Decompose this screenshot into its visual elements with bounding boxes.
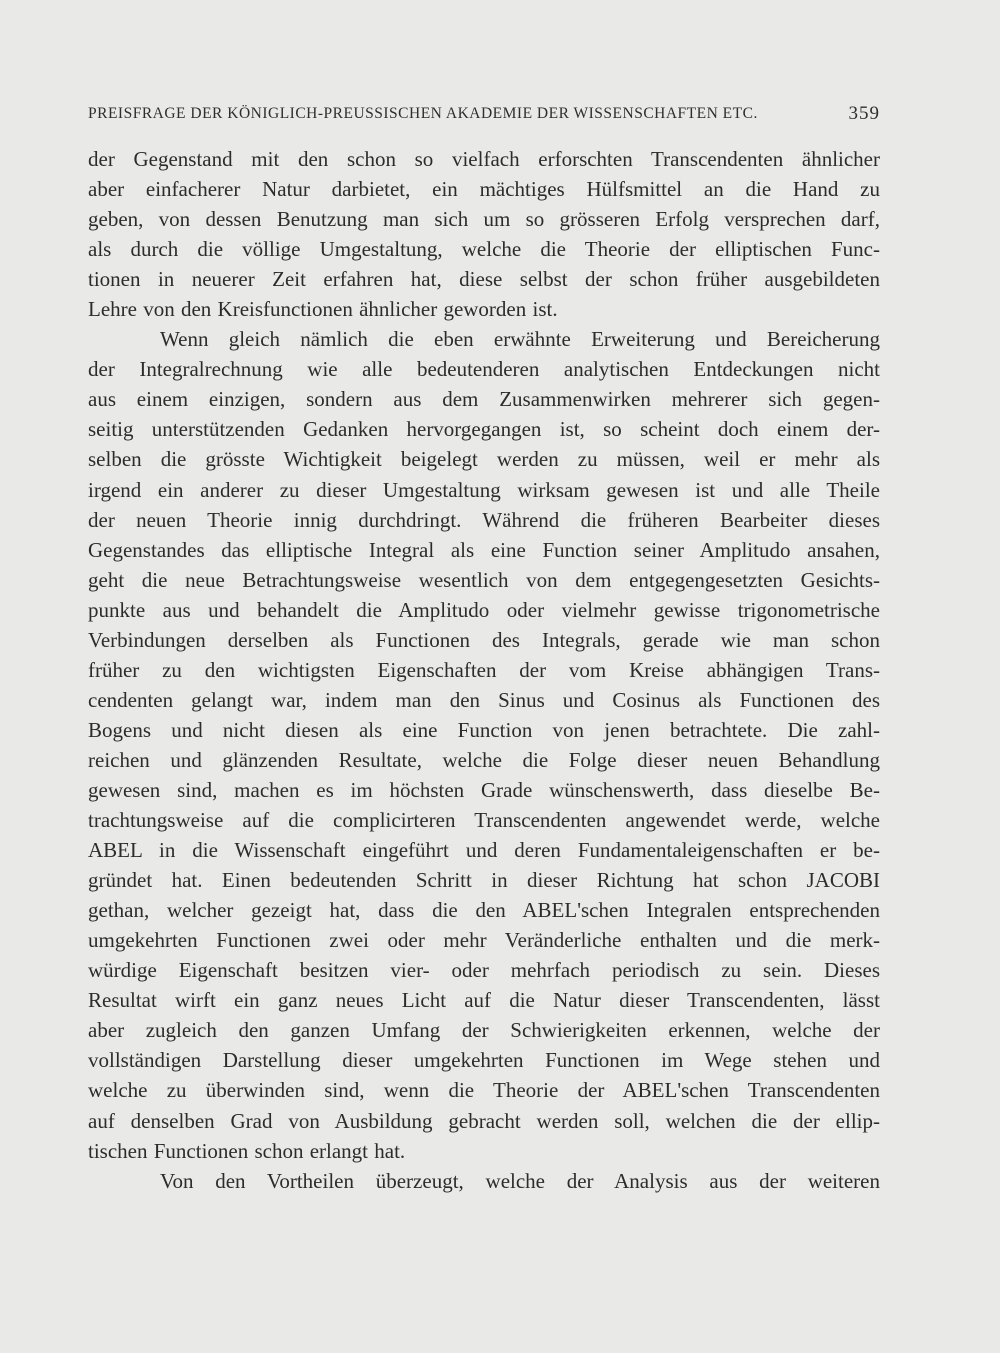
- text-line: gründet hat. Einen bedeutenden Schritt in dieser Richtung hat schon JACOBI: [88, 868, 880, 893]
- text-line: Resultat wirft ein ganz neues Licht auf die Natur dieser Transcendenten, lässt: [88, 988, 880, 1013]
- running-head-title: PREISFRAGE DER KÖNIGLICH-PREUSSISCHEN AKADEMIE DER WISSENSCHAFTEN ETC.: [88, 105, 758, 122]
- text-line: aber zugleich den ganzen Umfang der Schwierigkeiten erkennen, welche der: [88, 1018, 880, 1043]
- text-line: irgend ein anderer zu dieser Umgestaltung wirksam gewesen ist und alle Theile: [88, 477, 880, 502]
- text-line: tionen in neuerer Zeit erfahren hat, diese selbst der schon früher ausgebildeten: [88, 267, 880, 292]
- text-line: gewesen sind, machen es im höchsten Grade wünschenswerth, dass dieselbe Be-: [88, 777, 880, 802]
- text-line: trachtungsweise auf die complicirteren Transcendenten angewendet werde, welche: [88, 808, 880, 833]
- text-line: vollständigen Darstellung dieser umgekehrten Functionen im Wege stehen und: [88, 1048, 880, 1073]
- text-line: ABEL in die Wissenschaft eingeführt und deren Fundamentaleigenschaften er be-: [88, 838, 880, 863]
- text-line: Bogens und nicht diesen als eine Function von jenen betrachtete. Die zahl-: [88, 717, 880, 742]
- text-line: gethan, welcher gezeigt hat, dass die den ABEL'schen Integralen entsprechenden: [88, 898, 880, 923]
- text-line: seitig unterstützenden Gedanken hervorgegangen ist, so scheint doch einem der-: [88, 417, 880, 442]
- page-number: 359: [848, 103, 880, 124]
- text-line: aber einfacherer Natur darbietet, ein mächtiges Hülfsmittel an die Hand zu: [88, 177, 880, 202]
- text-line: der Integralrechnung wie alle bedeutenderen analytischen Entdeckungen nicht: [88, 357, 880, 382]
- text-line: punkte aus und behandelt die Amplitudo oder vielmehr gewisse trigonometrische: [88, 597, 880, 622]
- text-line: früher zu den wichtigsten Eigenschaften der vom Kreise abhängigen Trans-: [88, 657, 880, 682]
- text-line: der Gegenstand mit den schon so vielfach erforschten Transcendenten ähnlicher: [88, 147, 880, 171]
- running-head: [88, 103, 880, 129]
- text-line: Lehre von den Kreisfunctionen ähnlicher geworden ist.: [88, 297, 558, 322]
- text-line: cendenten gelangt war, indem man den Sinus und Cosinus als Functionen des: [88, 687, 880, 712]
- text-line: als durch die völlige Umgestaltung, welche die Theorie der elliptischen Func-: [88, 237, 880, 262]
- text-line: geht die neue Betrachtungsweise wesentlich von dem entgegengesetzten Gesichts-: [88, 567, 880, 592]
- text-line: reichen und glänzenden Resultate, welche die Folge dieser neuen Behandlung: [88, 747, 880, 772]
- text-line: Gegenstandes das elliptische Integral als eine Function seiner Amplitudo ansahen,: [88, 537, 880, 562]
- text-line: auf denselben Grad von Ausbildung gebracht werden soll, welchen die der ellip-: [88, 1108, 880, 1133]
- text-line: geben, von dessen Benutzung man sich um so grösseren Erfolg versprechen darf,: [88, 207, 880, 232]
- body-text: [88, 144, 880, 1196]
- text-line: Verbindungen derselben als Functionen des Integrals, gerade wie man schon: [88, 627, 880, 652]
- text-line: aus einem einzigen, sondern aus dem Zusammenwirken mehrerer sich gegen-: [88, 387, 880, 412]
- text-line: tischen Functionen schon erlangt hat.: [88, 1138, 406, 1163]
- text-line: der neuen Theorie innig durchdringt. Während die früheren Bearbeiter dieses: [88, 507, 880, 532]
- text-line: selben die grösste Wichtigkeit beigelegt werden zu müssen, weil er mehr als: [88, 447, 880, 472]
- paragraph-first-line: Wenn gleich nämlich die eben erwähnte Erweiterung und Bereicherung: [160, 327, 880, 352]
- text-line: umgekehrten Functionen zwei oder mehr Veränderliche enthalten und die merk-: [88, 928, 880, 953]
- paragraph-first-line: Von den Vortheilen überzeugt, welche der Analysis aus der weiteren: [160, 1168, 880, 1193]
- text-line: welche zu überwinden sind, wenn die Theorie der ABEL'schen Transcendenten: [88, 1078, 880, 1103]
- text-line: würdige Eigenschaft besitzen vier- oder mehrfach periodisch zu sein. Dieses: [88, 958, 880, 983]
